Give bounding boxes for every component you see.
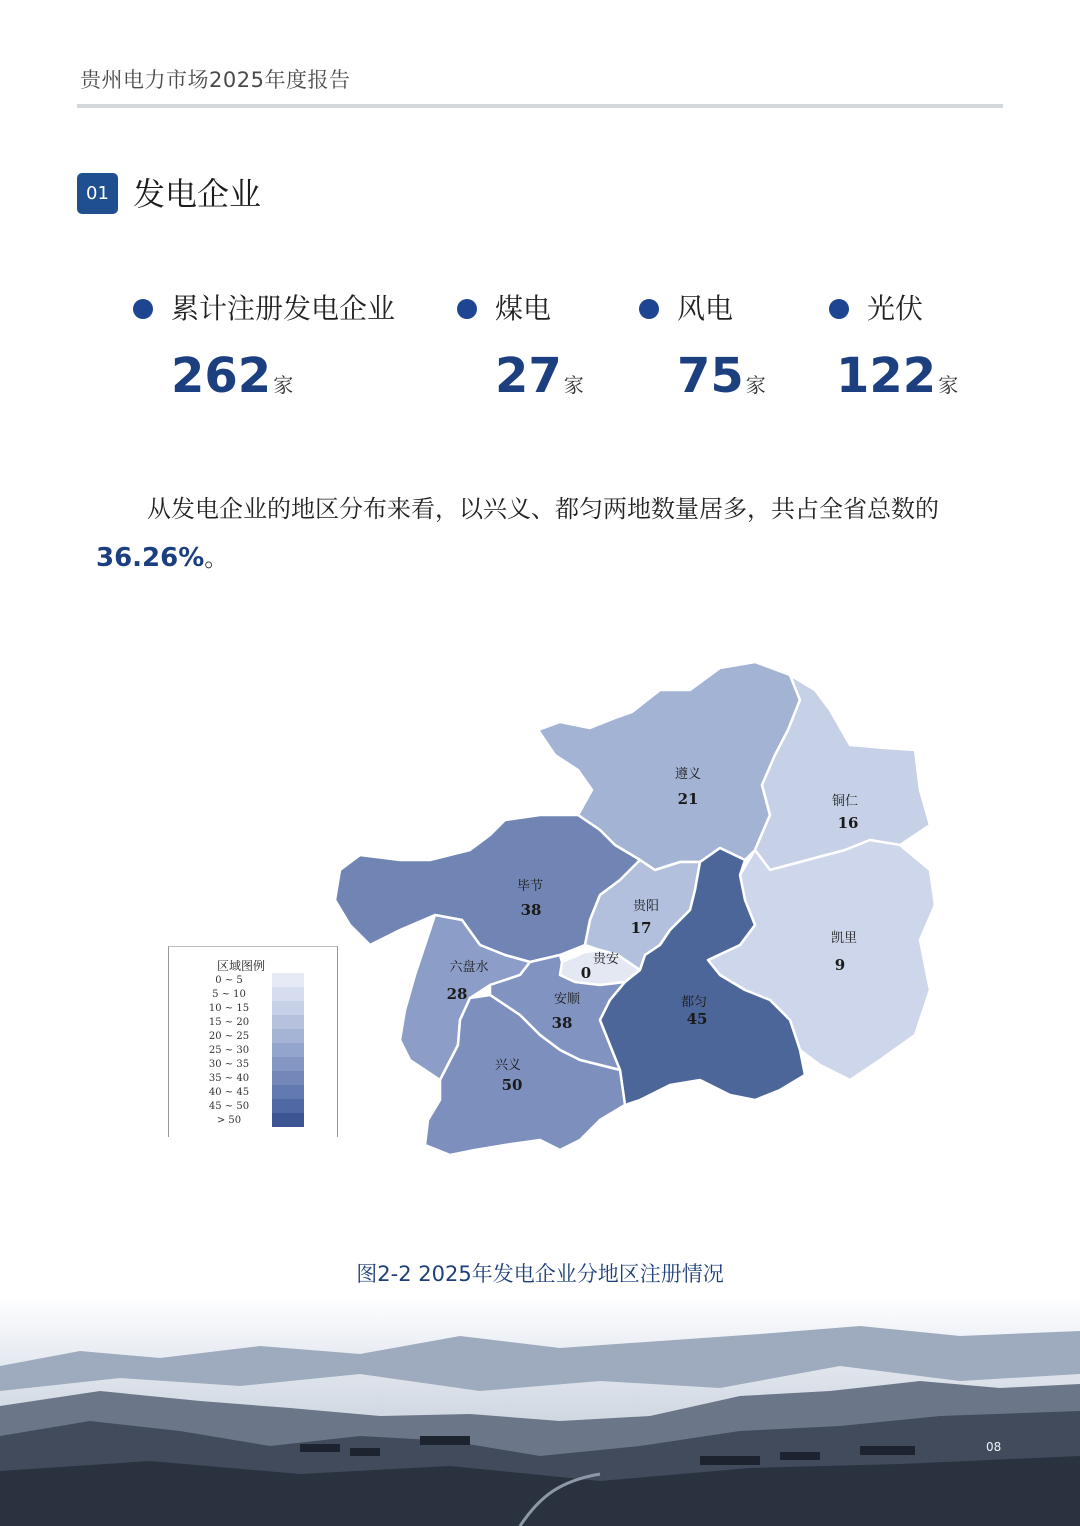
legend-swatch (272, 1099, 304, 1113)
region-value-kaili: 9 (834, 956, 846, 974)
region-label-zunyi: 遵义 (674, 767, 702, 782)
body-paragraph-cont: 36.26%。 (96, 543, 229, 573)
region-label-liupanshui: 六盘水 (449, 960, 489, 975)
region-value-anshun: 38 (551, 1014, 573, 1032)
legend-row: 30 ~ 35 (208, 1059, 250, 1070)
legend-row: > 50 (216, 1115, 242, 1126)
legend-row: 25 ~ 30 (208, 1045, 250, 1056)
map-legend (168, 946, 338, 1137)
legend-row: 40 ~ 45 (208, 1087, 250, 1098)
legend-title: 区域图例 (217, 959, 266, 973)
legend-swatch (272, 1085, 304, 1099)
legend-swatch (272, 1043, 304, 1057)
bullet-dot (457, 299, 477, 319)
highlight-percentage: 36.26% (96, 543, 205, 573)
stat-value: 122 家 (836, 348, 959, 404)
legend-row: 20 ~ 25 (208, 1031, 250, 1042)
legend-row: 10 ~ 15 (208, 1003, 250, 1014)
stat-label: 累计注册发电企业 (171, 292, 396, 325)
legend-swatch (272, 1113, 304, 1127)
report-title: 贵州电力市场2025年度报告 (80, 68, 351, 92)
region-value-zunyi: 21 (677, 790, 699, 808)
region-label-bijie: 毕节 (516, 879, 544, 894)
legend-row: 0 ~ 5 (215, 975, 243, 986)
mountain-landscape-banner (0, 1296, 1080, 1526)
bullet-dot (829, 299, 849, 319)
region-value-guian: 0 (580, 964, 592, 982)
legend-row: 35 ~ 40 (208, 1073, 250, 1084)
bullet-dot (133, 299, 153, 319)
legend-row: 15 ~ 20 (208, 1017, 250, 1028)
stat-value: 75 家 (677, 348, 766, 404)
legend-swatch (272, 1001, 304, 1015)
header-divider (77, 104, 1003, 108)
region-value-tongren: 16 (837, 814, 859, 832)
region-label-xingyi: 兴义 (494, 1058, 522, 1073)
section-title: 发电企业 (133, 175, 262, 213)
legend-row: 45 ~ 50 (208, 1101, 250, 1112)
region-label-duyun: 都匀 (680, 995, 708, 1010)
region-label-tongren: 铜仁 (831, 794, 859, 809)
region-value-xingyi: 50 (501, 1076, 523, 1094)
section-number-badge: 01 (77, 173, 118, 214)
stat-label: 光伏 (867, 292, 924, 325)
stat-value: 27 家 (495, 348, 584, 404)
legend-swatch (272, 1071, 304, 1085)
stat-label: 风电 (677, 292, 734, 325)
bullet-dot (639, 299, 659, 319)
region-value-bijie: 38 (520, 901, 542, 919)
stat-value: 262 家 (171, 348, 294, 404)
page-number: 08 (986, 1440, 1002, 1454)
figure-caption: 图2-2 2025年发电企业分地区注册情况 (356, 1262, 724, 1286)
region-label-anshun: 安顺 (553, 992, 581, 1007)
legend-swatch (272, 987, 304, 1001)
region-value-duyun: 45 (686, 1010, 708, 1028)
region-label-guiyang: 贵阳 (632, 899, 660, 914)
region-label-kaili: 凯里 (830, 931, 858, 946)
body-paragraph: 从发电企业的地区分布来看，以兴义、都匀两地数量居多，共占全省总数的 (147, 495, 939, 523)
legend-row: 5 ~ 10 (212, 989, 246, 1000)
legend-swatch (272, 1015, 304, 1029)
legend-swatch (272, 1029, 304, 1043)
region-value-liupanshui: 28 (446, 985, 468, 1003)
region-value-guiyang: 17 (630, 919, 652, 937)
legend-swatch (272, 973, 304, 987)
stat-label: 煤电 (495, 292, 552, 325)
region-label-guian: 贵安 (592, 952, 620, 967)
legend-swatch (272, 1057, 304, 1071)
